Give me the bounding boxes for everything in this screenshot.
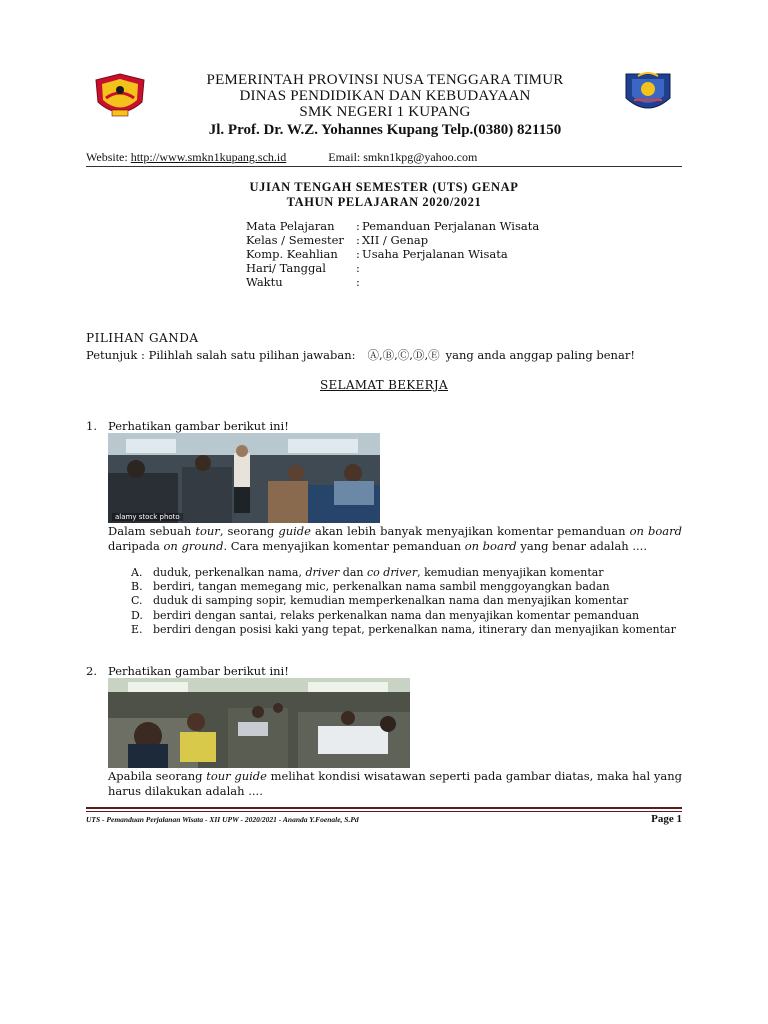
option-italic: co driver bbox=[367, 566, 418, 579]
website-link[interactable]: http://www.smkn1kupang.sch.id bbox=[130, 150, 287, 164]
para-text: daripada bbox=[108, 538, 164, 553]
option-text: duduk, perkenalkan nama, bbox=[153, 566, 306, 579]
instructions-suffix: yang anda anggap paling benar! bbox=[445, 348, 635, 362]
option-text: berdiri dengan santai, relaks perkenalkan nama dan menyajikan komentar pemanduan bbox=[153, 608, 640, 622]
contact-row bbox=[86, 150, 686, 165]
para-italic: on board bbox=[464, 538, 517, 553]
para-text: yang benar adalah .... bbox=[516, 538, 647, 553]
answer-options-symbols: Ⓐ,Ⓑ,Ⓒ,Ⓓ,Ⓔ bbox=[367, 348, 440, 362]
question-1-paragraph bbox=[108, 524, 682, 553]
info-row-time bbox=[246, 275, 539, 289]
option-a[interactable] bbox=[131, 566, 682, 580]
option-letter: C. bbox=[131, 594, 143, 608]
option-letter: B. bbox=[131, 580, 143, 594]
header-divider bbox=[86, 166, 682, 167]
option-text: berdiri dengan posisi kaki yang tepat, perkenalkan nama, itinerary dan menyajikan komentar bbox=[153, 622, 676, 636]
header-line-3: SMK NEGERI 1 KUPANG bbox=[299, 104, 471, 120]
exam-year: TAHUN PELAJARAN 2020/2021 bbox=[286, 195, 482, 209]
option-e[interactable] bbox=[131, 623, 682, 637]
header-line-1: PEMERINTAH PROVINSI NUSA TENGGARA TIMUR bbox=[206, 72, 564, 88]
para-text: . Cara menyajikan komentar pemanduan bbox=[223, 538, 465, 553]
info-row-date bbox=[246, 261, 539, 275]
instructions-line bbox=[86, 347, 635, 363]
info-colon: : bbox=[356, 219, 360, 233]
info-colon: : bbox=[356, 233, 360, 247]
info-key: Waktu bbox=[246, 275, 283, 289]
question-1-image bbox=[108, 433, 380, 523]
info-colon: : bbox=[356, 275, 360, 289]
question-prompt: Perhatikan gambar berikut ini! bbox=[108, 419, 289, 433]
info-row-subject bbox=[246, 219, 539, 233]
website-label: Website: bbox=[86, 150, 128, 164]
question-number: 1. bbox=[86, 419, 97, 433]
para-italic: tour bbox=[195, 524, 220, 538]
ntt-province-logo bbox=[92, 72, 148, 122]
greeting: SELAMAT BEKERJA bbox=[319, 378, 449, 392]
info-key: Komp. Keahlian bbox=[246, 247, 338, 261]
info-value: XII / Genap bbox=[362, 233, 429, 247]
info-row-class bbox=[246, 233, 539, 247]
exam-title: UJIAN TENGAH SEMESTER (UTS) GENAP bbox=[249, 180, 519, 194]
footer-text: UTS - Pemanduan Perjalanan Wisata - XII UPW - 2020/2021 - Ananda Y.Foenale, S.Pd bbox=[86, 815, 359, 824]
question-1-options bbox=[131, 566, 682, 637]
para-text: , seorang bbox=[219, 524, 279, 538]
kupang-city-emblem-icon bbox=[620, 68, 676, 118]
info-value: Usaha Perjalanan Wisata bbox=[362, 247, 508, 261]
question-prompt: Perhatikan gambar berikut ini! bbox=[108, 664, 289, 678]
option-letter: D. bbox=[131, 608, 143, 622]
bus-passengers-photo bbox=[108, 678, 410, 768]
header-line-2: DINAS PENDIDIKAN DAN KEBUDAYAAN bbox=[239, 88, 531, 104]
option-b[interactable] bbox=[131, 580, 682, 594]
footer-rule-thin bbox=[86, 811, 682, 812]
option-text: , kemudian menyajikan komentar bbox=[417, 566, 604, 579]
option-italic: driver bbox=[305, 566, 340, 579]
option-c[interactable] bbox=[131, 594, 682, 608]
option-text: dan bbox=[339, 566, 367, 579]
info-colon: : bbox=[356, 261, 360, 275]
email-address: smkn1kpg@yahoo.com bbox=[363, 150, 478, 164]
page-number: Page 1 bbox=[651, 813, 682, 825]
info-value: Pemanduan Perjalanan Wisata bbox=[362, 219, 540, 233]
email-label: Email: bbox=[328, 150, 361, 164]
footer-rule-thick bbox=[86, 807, 682, 809]
info-key: Kelas / Semester bbox=[246, 233, 344, 247]
para-italic: guide bbox=[278, 524, 311, 538]
info-key: Mata Pelajaran bbox=[246, 219, 335, 233]
option-text: berdiri, tangan memegang mic, perkenalkan nama sambil menggoyangkan badan bbox=[153, 580, 610, 594]
section-title: PILIHAN GANDA bbox=[86, 331, 199, 345]
kupang-city-logo bbox=[620, 68, 676, 118]
para-italic: tour guide bbox=[206, 769, 267, 783]
question-2-paragraph bbox=[108, 769, 682, 798]
para-text: Apabila seorang bbox=[108, 769, 207, 783]
bus-interior-photo bbox=[108, 433, 380, 523]
header-address: Jl. Prof. Dr. W.Z. Yohannes Kupang Telp.(0380) 821150 bbox=[208, 122, 562, 138]
para-italic: on ground bbox=[163, 538, 224, 553]
question-number: 2. bbox=[86, 664, 97, 678]
option-letter: E. bbox=[131, 622, 143, 636]
para-text: akan lebih banyak menyajikan komentar pemanduan bbox=[310, 524, 630, 538]
exam-info-table bbox=[246, 219, 539, 289]
para-text: Dalam sebuah bbox=[108, 524, 196, 538]
option-text: duduk di samping sopir, kemudian memperkenalkan nama dan menyajikan komentar bbox=[153, 594, 629, 608]
option-d[interactable] bbox=[131, 609, 682, 623]
option-letter: A. bbox=[131, 566, 143, 579]
para-italic: on board bbox=[629, 524, 682, 538]
image-watermark: alamy stock photo bbox=[112, 513, 183, 521]
info-key: Hari/ Tanggal bbox=[246, 261, 326, 275]
instructions-text: Petunjuk : Pilihlah salah satu pilihan jawaban: bbox=[86, 348, 356, 362]
info-colon: : bbox=[356, 247, 360, 261]
ntt-province-emblem-icon bbox=[92, 72, 148, 122]
info-row-competency bbox=[246, 247, 539, 261]
question-2-image bbox=[108, 678, 410, 768]
para-text: melihat kondisi wisatawan seperti pada gambar diatas, maka hal yang harus dilakukan adalah .... bbox=[108, 769, 683, 798]
